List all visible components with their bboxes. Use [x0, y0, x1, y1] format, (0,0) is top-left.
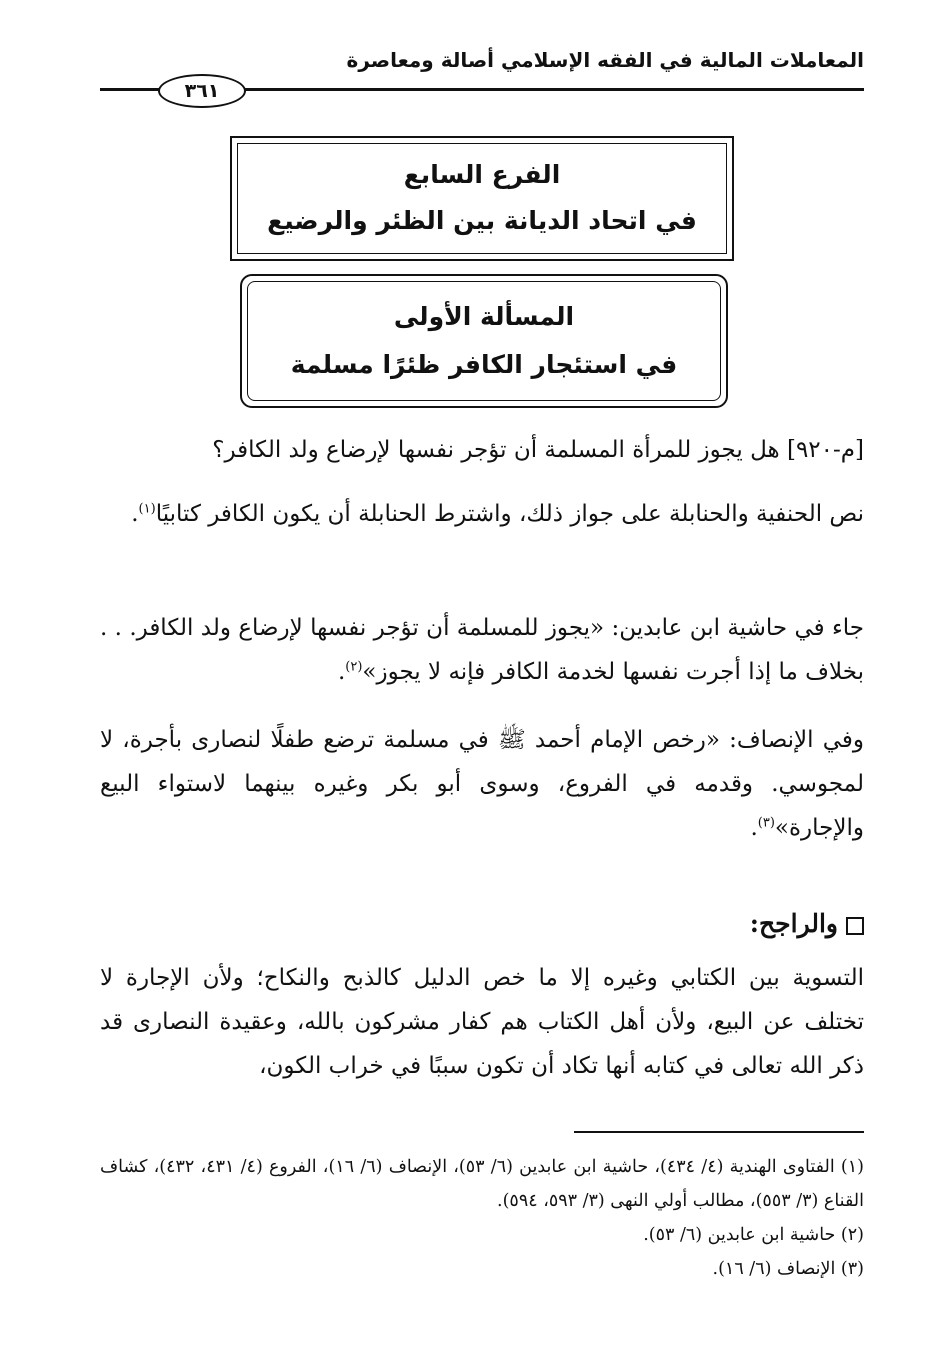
running-title: المعاملات المالية في الفقه الإسلامي أصالة ومعاصرة — [346, 48, 864, 72]
paragraph-end: . — [337, 659, 346, 685]
issue-title-box — [240, 274, 728, 408]
page-number: ٣٦١ — [158, 74, 246, 108]
paragraph-end: . — [750, 815, 758, 841]
chapter-subtitle: في اتحاد الديانة بين الظئر والرضيع — [267, 206, 697, 235]
question-paragraph: [م-٩٢٠] هل يجوز للمرأة المسلمة أن تؤجر نفسها لإرضاع ولد الكافر؟ — [212, 437, 864, 463]
paragraph-insaf — [100, 718, 864, 850]
footnotes — [100, 1150, 864, 1286]
preferred-heading — [100, 902, 864, 946]
square-bullet-icon — [846, 917, 864, 935]
chapter-title: الفرع السابع — [403, 160, 561, 189]
paragraph-ibn-abidin — [100, 606, 864, 694]
paragraph-end: . — [131, 501, 139, 527]
paragraph-preferred: التسوية بين الكتابي وغيره إلا ما خص الدليل كالذبح والنكاح؛ ولأن الإجارة لا تختلف عن البيع، ولأن أهل الكتاب هم كفار مشركون بالله، وعقيدة النصارى قد ذكر الله تعالى في كتابه أنها تكاد أن تكون سببًا في خراب الكون، — [100, 965, 864, 1079]
paragraph-text: جاء في حاشية ابن عابدين: «يجوز للمسلمة أن تؤجر نفسها لإرضاع ولد الكافر. . . بخلاف ما إذا أجرت نفسها لخدمة الكافر فإنه لا يجوز» — [100, 615, 864, 685]
footnote-ref-1[interactable]: (١) — [138, 501, 156, 517]
paragraph-text: نص الحنفية والحنابلة على جواز ذلك، واشترط الحنابلة أن يكون الكافر كتابيًا — [155, 501, 864, 527]
footnote-1: (١) الفتاوى الهندية (٤/ ٤٣٤)، حاشية ابن عابدين (٦/ ٥٣)، الإنصاف (٦/ ١٦)، الفروع (٤/ ٤٣١، ٤٣٢)، كشاف القناع (٣/ ٥٥٣)، مطالب أولي النهى (٣/ ٥٩٣، ٥٩٤). — [100, 1157, 864, 1211]
issue-title: المسألة الأولى — [393, 302, 575, 331]
preferred-heading-text: والراجح: — [749, 909, 838, 938]
footnote-2: (٢) حاشية ابن عابدين (٦/ ٥٣). — [643, 1225, 864, 1245]
chapter-title-box — [230, 136, 734, 261]
footnote-separator — [574, 1131, 864, 1133]
issue-subtitle: في استئجار الكافر ظئرًا مسلمة — [290, 350, 678, 379]
paragraph-hanafi-hanbali — [100, 492, 864, 536]
footnote-ref-3[interactable]: (٣) — [757, 815, 775, 831]
footnote-3: (٣) الإنصاف (٦/ ١٦). — [712, 1259, 864, 1279]
footnote-ref-2[interactable]: (٢) — [345, 659, 363, 675]
paragraph-text: وفي الإنصاف: «رخص الإمام أحمد ﷺ في مسلمة ترضع طفلًا لنصارى بأجرة، لا لمجوسي. وقدمه في الفروع، وسوى أبو بكر وغيره بينهما لاستواء البيع والإجارة» — [100, 727, 864, 841]
